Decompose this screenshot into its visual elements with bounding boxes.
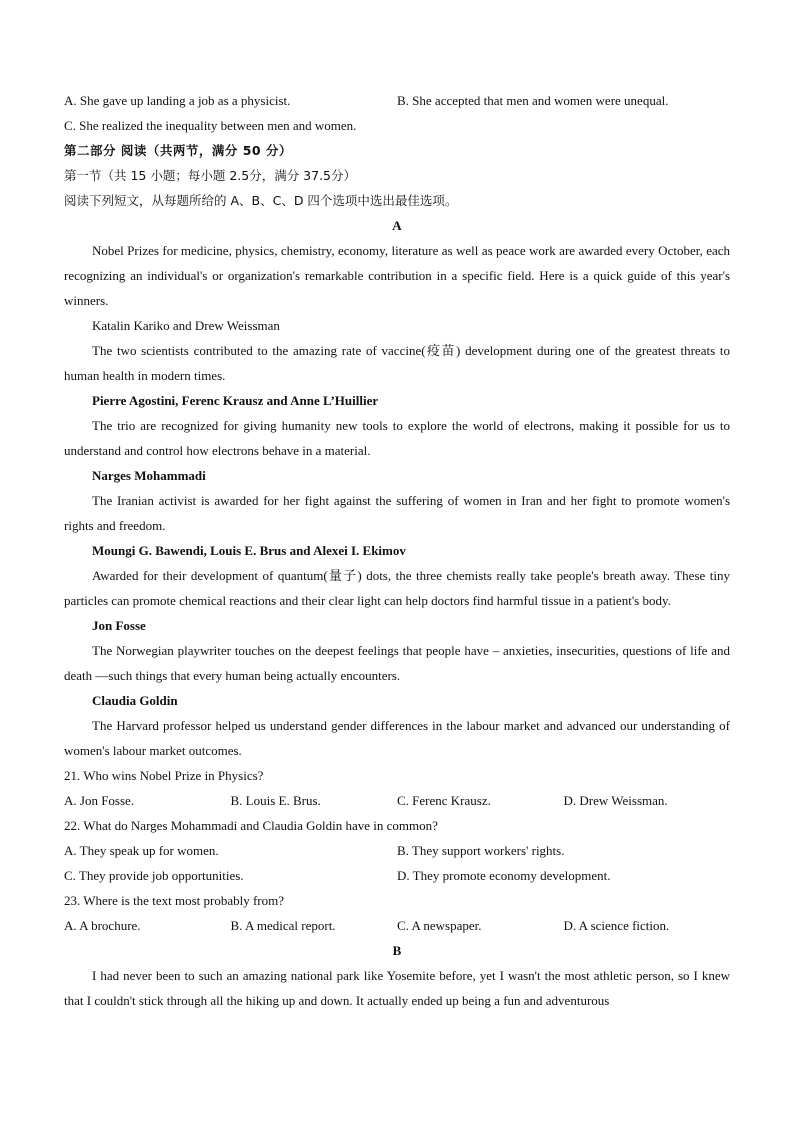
q22-option-b: B. They support workers' rights. bbox=[397, 843, 565, 858]
winner-description: The Norwegian playwriter touches on the deepest feelings that people have – anxieties, insecurities, questions of life and death —such things that every human being actually encounters. bbox=[64, 643, 730, 683]
q22-option-c: C. They provide job opportunities. bbox=[64, 868, 244, 883]
question-22-options-row-2 bbox=[64, 863, 730, 888]
question-21-stem: 21. Who wins Nobel Prize in Physics? bbox=[64, 768, 264, 783]
prev-option-a: A. She gave up landing a job as a physicist. bbox=[64, 93, 291, 108]
winner-description: The trio are recognized for giving humanity new tools to explore the world of electrons, making it possible for us to understand and control how electrons behave in a material. bbox=[64, 418, 730, 458]
q23-option-b: B. A medical report. bbox=[230, 918, 336, 933]
winner-description: The two scientists contributed to the amazing rate of vaccine(疫苗) development during one of the greatest threats to human health in modern times. bbox=[64, 343, 730, 383]
question-23-stem: 23. Where is the text most probably from? bbox=[64, 893, 284, 908]
q22-option-a: A. They speak up for women. bbox=[64, 843, 219, 858]
winner-name: Jon Fosse bbox=[92, 618, 146, 633]
q23-option-d: D. A science fiction. bbox=[563, 918, 670, 933]
section1-info: 第一节（共 15 小题；每小题 2.5分，满分 37.5分） bbox=[64, 168, 357, 183]
question-22-options-row-1 bbox=[64, 838, 730, 863]
winner-name: Moungi G. Bawendi, Louis E. Brus and Alexei I. Ekimov bbox=[92, 543, 406, 558]
prev-option-b: B. She accepted that men and women were unequal. bbox=[397, 93, 669, 108]
winner-description: The Harvard professor helped us understand gender differences in the labour market and advanced our understanding of women's labour market outcomes. bbox=[64, 718, 730, 758]
passage-b-text: I had never been to such an amazing national park like Yosemite before, yet I wasn't the most athletic person, so I knew that I couldn't stick through all the hiking up and down. It actually ended up being a fun and adventurous bbox=[64, 968, 730, 1008]
q21-option-a: A. Jon Fosse. bbox=[64, 793, 135, 808]
q23-option-c: C. A newspaper. bbox=[397, 918, 482, 933]
exam-page bbox=[64, 88, 730, 1013]
q23-option-a: A. A brochure. bbox=[64, 918, 141, 933]
question-22-stem: 22. What do Narges Mohammadi and Claudia Goldin have in common? bbox=[64, 818, 438, 833]
q21-option-b: B. Louis E. Brus. bbox=[230, 793, 321, 808]
q22-option-d: D. They promote economy development. bbox=[397, 868, 611, 883]
prev-option-c: C. She realized the inequality between men and women. bbox=[64, 118, 357, 133]
winner-description: The Iranian activist is awarded for her fight against the suffering of women in Iran and her fight to promote women's rights and freedom. bbox=[64, 493, 730, 533]
q21-option-c: C. Ferenc Krausz. bbox=[397, 793, 491, 808]
prev-question-options-row bbox=[64, 88, 730, 113]
part2-heading: 第二部分 阅读（共两节，满分 50 分） bbox=[64, 143, 292, 158]
winner-name: Katalin Kariko and Drew Weissman bbox=[92, 318, 280, 333]
q21-option-d: D. Drew Weissman. bbox=[563, 793, 668, 808]
passage-a-intro: Nobel Prizes for medicine, physics, chemistry, economy, literature as well as peace work are awarded every October, each recognizing an individual's or organization's remarkable contribution in a specific field. Here is a quick guide of this year's winners. bbox=[64, 243, 730, 308]
winner-name: Pierre Agostini, Ferenc Krausz and Anne L’Huillier bbox=[92, 393, 379, 408]
question-21-options bbox=[64, 788, 730, 813]
question-23-options bbox=[64, 913, 730, 938]
passage-a-letter: A bbox=[392, 218, 402, 233]
reading-instruction: 阅读下列短文，从每题所给的 A、B、C、D 四个选项中选出最佳选项。 bbox=[64, 193, 458, 208]
winner-description: Awarded for their development of quantum(量子) dots, the three chemists really take people's breath away. These tiny particles can promote chemical reactions and their clear light can help doctors find harmful tissue in a patient's body. bbox=[64, 568, 730, 608]
passage-b-letter: B bbox=[392, 943, 402, 958]
winner-name: Claudia Goldin bbox=[92, 693, 178, 708]
winner-name: Narges Mohammadi bbox=[92, 468, 206, 483]
